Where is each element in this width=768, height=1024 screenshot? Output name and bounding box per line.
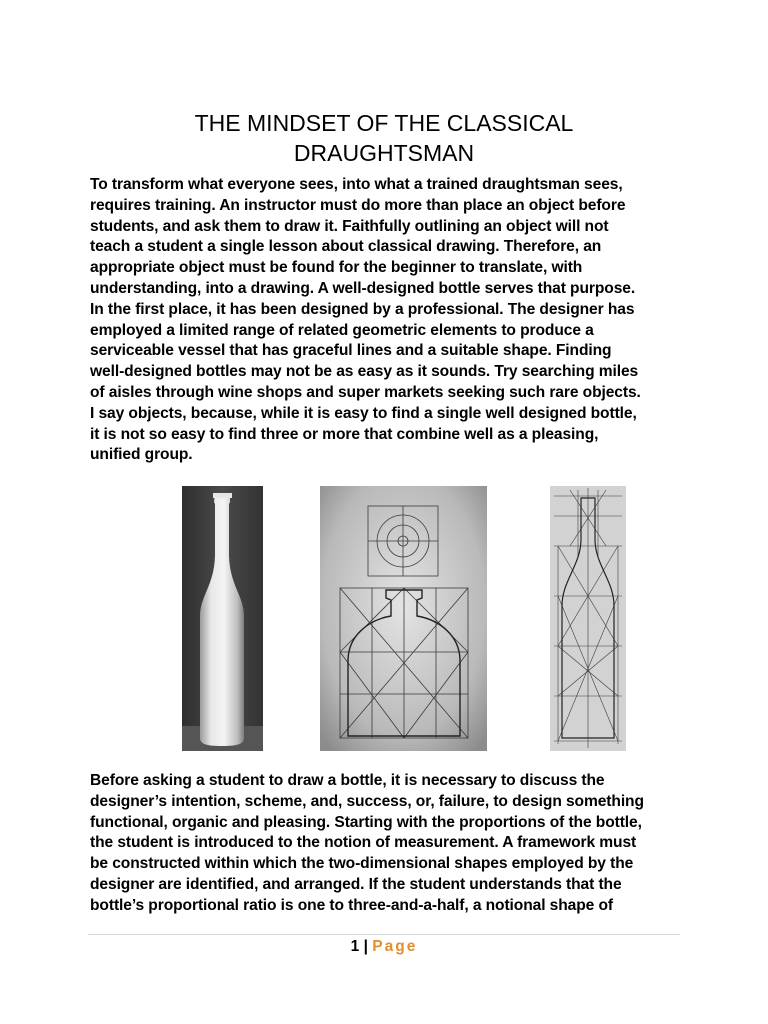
- paragraph-line: the student is introduced to the notion of measurement. A framework must: [90, 834, 637, 852]
- body-paragraph: [90, 771, 690, 917]
- title-line-1: THE MINDSET OF THE CLASSICAL: [194, 110, 574, 137]
- paragraph-line: understanding, into a drawing. A well-designed bottle serves that purpose.: [90, 279, 636, 297]
- intro-paragraph: [90, 175, 690, 466]
- bottle-construction-drawing: [320, 486, 487, 751]
- paragraph-line: serviceable vessel that has graceful lines and a suitable shape. Finding: [90, 342, 612, 360]
- paragraph-line: designer’s intention, scheme, and, success, or, failure, to design something: [90, 792, 644, 810]
- paragraph-line: requires training. An instructor must do more than place an object before: [90, 196, 626, 214]
- bottle-proportion-drawing: [550, 486, 626, 751]
- title-line-2: DRAUGHTSMAN: [293, 140, 475, 167]
- paragraph-line: designer are identified, and arranged. If the student understands that the: [90, 875, 622, 893]
- paragraph-line: well-designed bottles may not be as easy as it sounds. Try searching miles: [90, 363, 639, 381]
- page-label: Page: [372, 938, 418, 955]
- page-number: 1: [350, 938, 360, 955]
- paragraph-line: be constructed within which the two-dimensional shapes employed by the: [90, 855, 634, 873]
- paragraph-line: To transform what everyone sees, into what a trained draughtsman sees,: [90, 176, 623, 193]
- paragraph-line: employed a limited range of related geometric elements to produce a: [90, 321, 594, 339]
- footer-separator: |: [363, 938, 368, 955]
- paragraph-line: In the first place, it has been designed by a professional. The designer has: [90, 300, 635, 318]
- paragraph-line: students, and ask them to draw it. Faithfully outlining an object will not: [90, 217, 609, 235]
- paragraph-line: Before asking a student to draw a bottle, it is necessary to discuss the: [90, 772, 605, 789]
- paragraph-line: of aisles through wine shops and super markets seeking such rare objects.: [90, 383, 641, 401]
- page-footer: [0, 937, 768, 957]
- page-title: [0, 108, 768, 168]
- paragraph-line: functional, organic and pleasing. Starting with the proportions of the bottle,: [90, 813, 642, 831]
- paragraph-line: it is not so easy to find three or more that combine well as a pleasing,: [90, 425, 599, 443]
- footer-divider: [88, 934, 680, 935]
- paragraph-line: unified group.: [90, 446, 193, 464]
- paragraph-line: appropriate object must be found for the beginner to translate, with: [90, 259, 583, 277]
- paragraph-line: bottle’s proportional ratio is one to three-and-a-half, a notional shape of: [90, 896, 614, 914]
- bottle-photo-image: [182, 486, 263, 751]
- paragraph-line: I say objects, because, while it is easy to find a single well designed bottle,: [90, 404, 637, 422]
- paragraph-line: teach a student a single lesson about classical drawing. Therefore, an: [90, 238, 602, 256]
